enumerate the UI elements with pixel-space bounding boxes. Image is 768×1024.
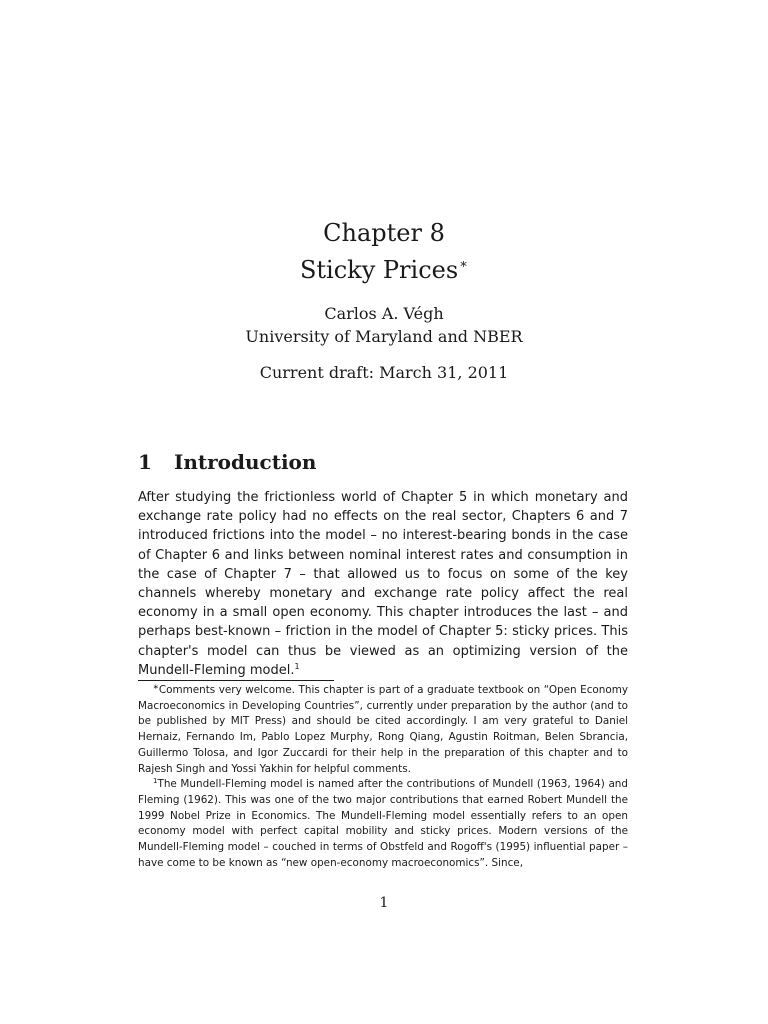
author-name: Carlos A. Végh: [324, 304, 444, 323]
draft-date: Current draft: March 31, 2011: [259, 363, 509, 382]
section-heading: [138, 448, 316, 476]
paragraph-text: After studying the frictionless world of Chapter 5 in which monetary and exchange rate policy had no effects on the real sector, Chapters 6 and 7 introduced frictions into the model – no interest-bearing bonds in the case of Chapter 6 and links between nominal interest rates and consumption in the case of Chapter 7 – that allowed us to focus on some of the key channels whereby monetary and exchange rate policy affect the real economy in a small open economy. This chapter introduces the last – and perhaps best-known – friction in the model of Chapter 5: sticky prices. This chapter's model can thus be viewed as an optimizing version of the Mundell-Fleming model.: [138, 490, 628, 678]
footnote-mark: 1: [153, 777, 158, 786]
footnote-ref-1[interactable]: 1: [294, 661, 300, 671]
footnote-star: [138, 683, 628, 777]
footnote-text: Comments very welcome. This chapter is part of a graduate textbook on “Open Economy Macroeconomics in Developing Countries”, currently under preparation by the author (and to be published by MIT Press) and should be cited accordingly. I am very grateful to Daniel Hernaiz, Fernando Im, Pablo Lopez Murphy, Rong Qiang, Agustin Roitman, Belen Sbrancia, Guillermo Tolosa, and Igor Zuccardi for their help in the preparation of this chapter and to Rajesh Singh and Yossi Yakhin for helpful comments.: [138, 684, 628, 775]
chapter-title-text: Sticky Prices: [299, 256, 459, 284]
page-number: 1: [379, 895, 389, 911]
title-footnote-mark[interactable]: ∗: [459, 257, 469, 272]
footnote-mark: ∗: [153, 683, 159, 691]
author-affiliation: University of Maryland and NBER: [245, 327, 523, 346]
section-number: 1: [138, 450, 152, 474]
footnotes: [138, 683, 628, 871]
footnote-text: The Mundell-Fleming model is named after the contributions of Mundell (1963, 1964) and Fleming (1962). This was one of the two major contributions that earned Robert Mundell the 1999 Nobel Prize in Economics. The Mundell-Fleming model essentially refers to an open economy model with perfect capital mobility and sticky prices. Modern versions of the Mundell-Fleming model – couched in terms of Obstfeld and Rogoff's (1995) influential paper – have come to be known as “new open-economy macroeconomics”. Since,: [138, 778, 628, 869]
section-title: Introduction: [174, 450, 317, 474]
chapter-title: [0, 250, 768, 285]
footnote-1: [138, 777, 628, 871]
intro-paragraph: [138, 488, 628, 680]
footnote-rule: [138, 680, 334, 681]
chapter-number: Chapter 8: [323, 219, 445, 247]
